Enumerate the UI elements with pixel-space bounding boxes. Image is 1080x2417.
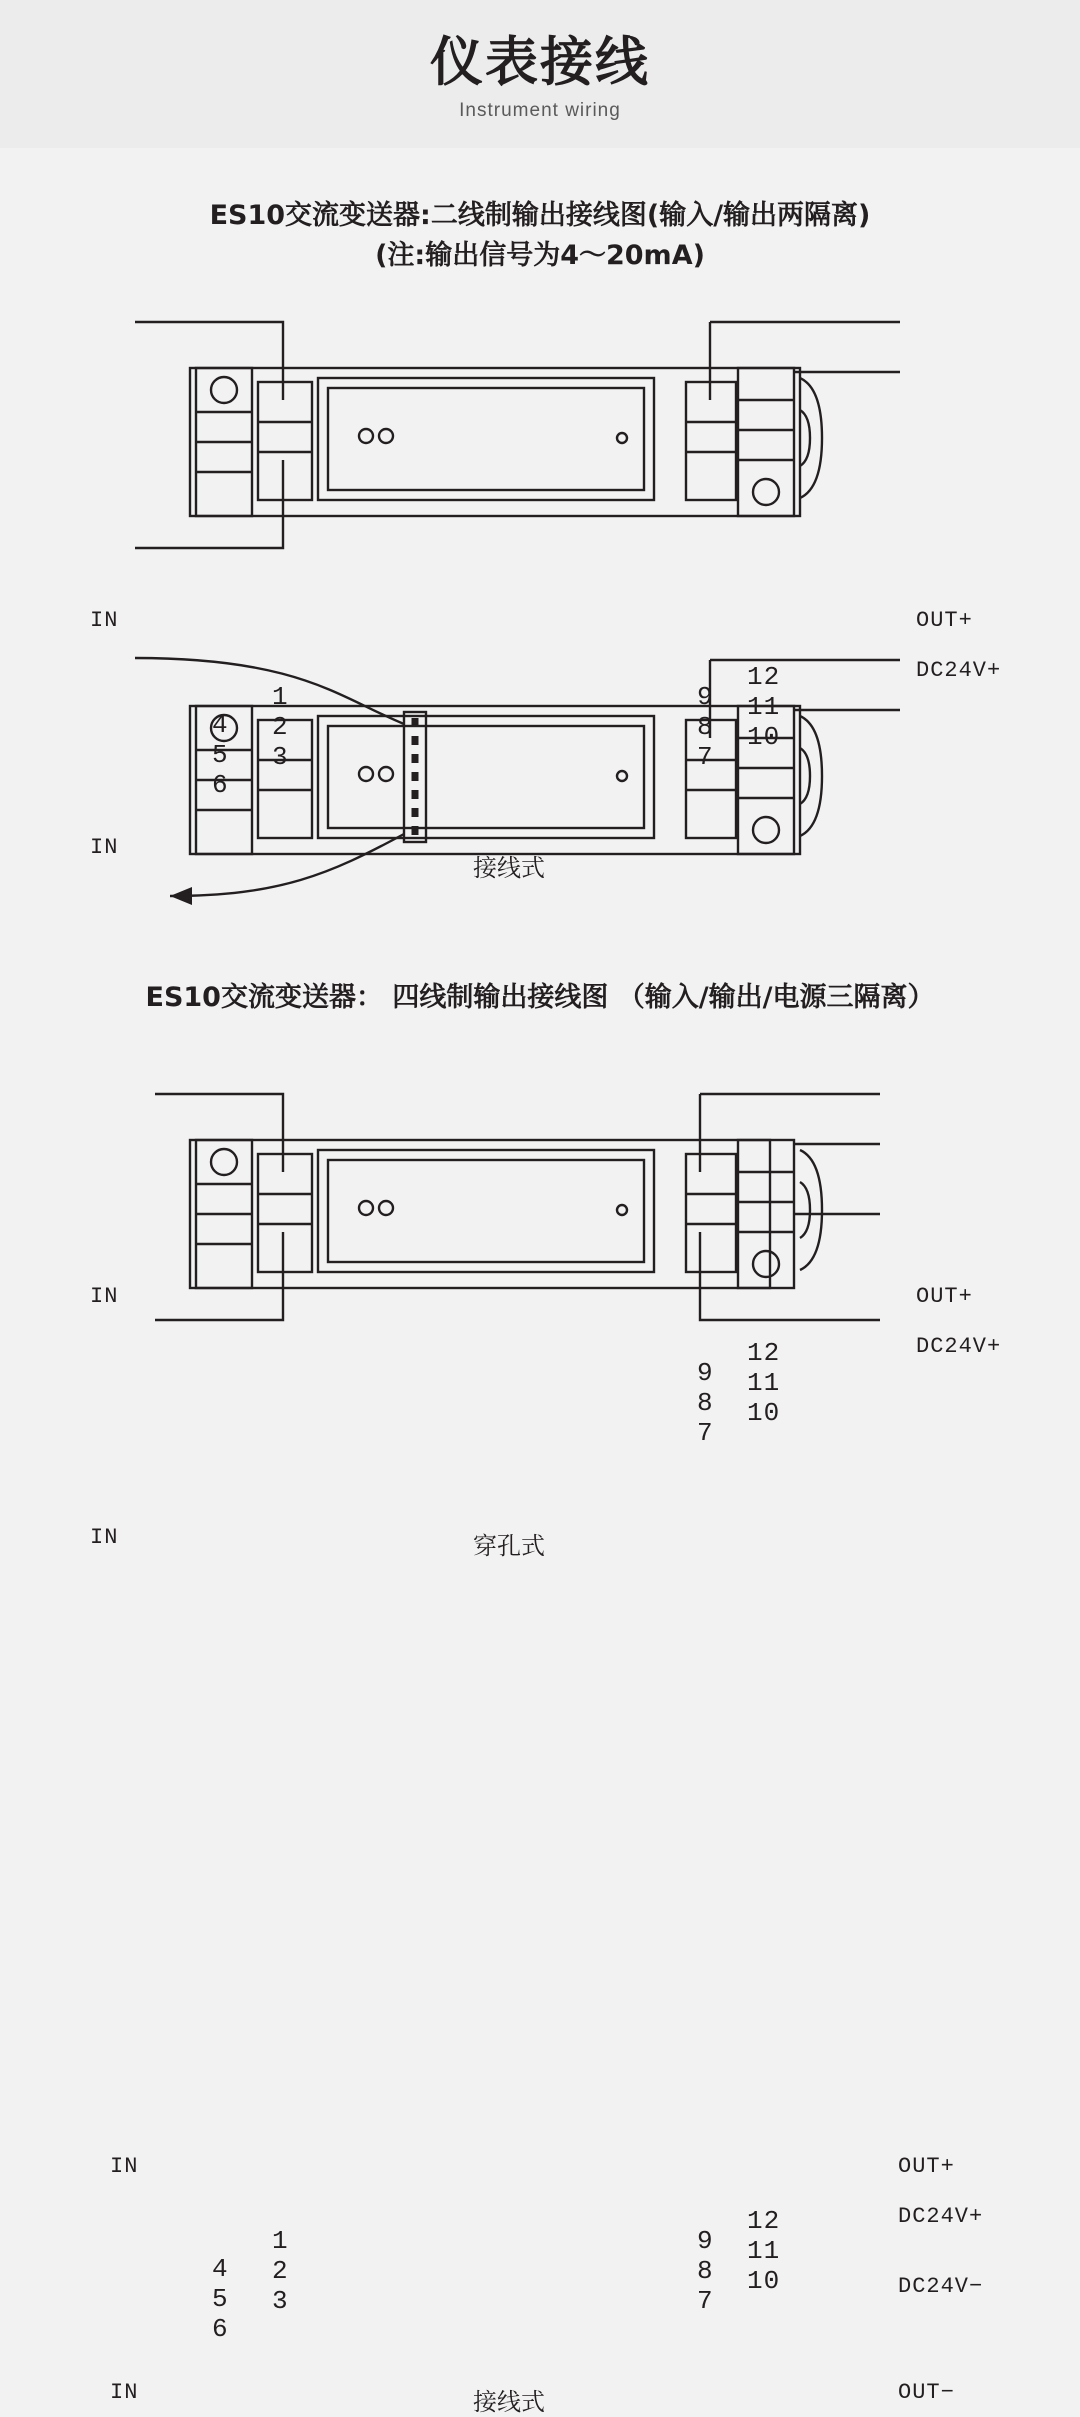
terminal-7: 7: [697, 2286, 714, 2316]
terminal-11: 11: [747, 692, 781, 722]
diagram-through-hole-2wire-graphic: [0, 638, 1080, 938]
label-dc24v-plus: DC24V+: [916, 1334, 1002, 1359]
terminal-11: 11: [747, 2236, 781, 2266]
label-dc24v-plus: DC24V+: [898, 2204, 984, 2229]
terminal-6: 6: [212, 2314, 229, 2344]
label-out-plus: OUT+: [898, 2154, 955, 2179]
diagram-terminal-4wire-graphic: [0, 1072, 1080, 1372]
terminal-4: 4: [212, 2254, 229, 2284]
label-out-minus: OUT−: [898, 2380, 955, 2405]
diagram-terminal-2wire-graphic: [0, 300, 1080, 600]
terminal-11: 11: [747, 1368, 781, 1398]
page-title: 仪表接线: [430, 32, 650, 93]
terminal-1: 1: [272, 2226, 289, 2256]
terminal-4: 4: [212, 710, 229, 740]
terminal-5: 5: [212, 2284, 229, 2314]
label-dc24v-minus: DC24V−: [898, 2274, 984, 2299]
terminal-5: 5: [212, 740, 229, 770]
terminal-9: 9: [697, 1358, 714, 1388]
terminal-8: 8: [697, 712, 714, 742]
label-in-top: IN: [90, 608, 119, 633]
terminal-12: 12: [747, 2206, 781, 2236]
terminal-2: 2: [272, 2256, 289, 2286]
terminal-9: 9: [697, 682, 714, 712]
caption-terminal-type: 接线式: [473, 2388, 545, 2416]
terminal-10: 10: [747, 2266, 781, 2296]
label-in-bottom: IN: [90, 835, 119, 860]
section-title-two-wire: [0, 196, 1080, 276]
label-dc24v-plus: DC24V+: [916, 658, 1002, 683]
page-subtitle: Instrument wiring: [459, 100, 621, 122]
terminal-12: 12: [747, 1338, 781, 1368]
terminal-8: 8: [697, 2256, 714, 2286]
terminal-1: 1: [272, 682, 289, 712]
label-out-plus: OUT+: [916, 608, 973, 633]
terminal-6: 6: [212, 770, 229, 800]
terminal-9: 9: [697, 2226, 714, 2256]
terminal-12: 12: [747, 662, 781, 692]
page-header: [0, 0, 1080, 148]
diagram-terminal-2wire: [0, 300, 1080, 882]
caption-through-hole-type: 穿孔式: [473, 1532, 545, 1560]
terminal-3: 3: [272, 742, 289, 772]
label-in-top: IN: [110, 2154, 139, 2179]
terminal-10: 10: [747, 1398, 781, 1428]
label-out-plus: OUT+: [916, 1284, 973, 1309]
terminal-8: 8: [697, 1388, 714, 1418]
terminal-10: 10: [747, 722, 781, 752]
label-in-top: IN: [90, 1284, 119, 1309]
terminal-7: 7: [697, 1418, 714, 1448]
section-title-two-wire-line2: (注:输出信号为4～20mA): [375, 240, 705, 271]
section-title-four-wire-line1: ES10交流变送器： 四线制输出接线图 （输入/输出/电源三隔离）: [145, 982, 935, 1013]
terminal-2: 2: [272, 712, 289, 742]
terminal-3: 3: [272, 2286, 289, 2316]
terminal-7: 7: [697, 742, 714, 772]
caption-terminal-type: 接线式: [473, 854, 545, 882]
label-in-bottom: IN: [90, 1525, 119, 1550]
section-title-two-wire-line1: ES10交流变送器:二线制输出接线图(输入/输出两隔离): [209, 200, 871, 231]
section-title-four-wire: [0, 978, 1080, 1018]
label-in-bottom: IN: [110, 2380, 139, 2405]
